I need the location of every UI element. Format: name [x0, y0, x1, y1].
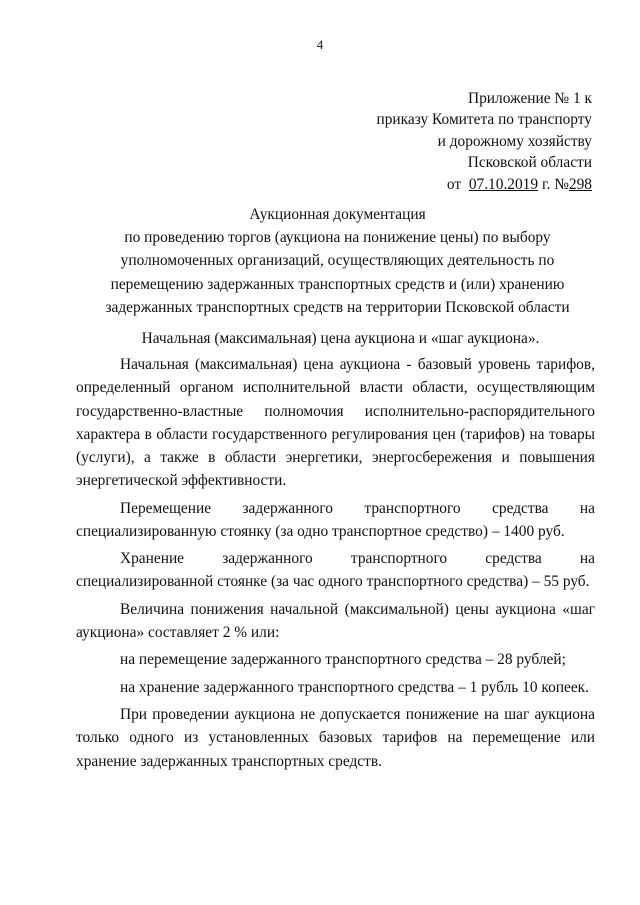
paragraph: При проведении аукциона не допускается понижение на шаг аукциона только одного из установленных базовых тарифов на перемещение или хранение задержанных транспортных средств. — [76, 706, 595, 770]
page-number: 4 — [316, 37, 324, 52]
order-number: 298 — [568, 175, 592, 193]
date-prefix: от — [446, 175, 462, 193]
appendix-line-1: Приложение № 1 к — [467, 90, 592, 107]
section-heading: Начальная (максимальная) цена аукциона и «шаг аукциона». — [141, 330, 540, 347]
date-suffix: г. № — [541, 175, 569, 193]
paragraph: Величина понижения начальной (максимальной) цены аукциона «шаг аукциона» составляет 2 % или: — [76, 600, 595, 641]
paragraph: Хранение задержанного транспортного средства на специализированной стоянке (за час одного транспортного средства) – 55 руб. — [76, 550, 595, 591]
title-line-1: Аукционная документация — [249, 206, 426, 223]
paragraph: на перемещение задержанного транспортного средства – 28 рублей; — [120, 651, 566, 669]
appendix-line-2: приказу Комитета по транспорту — [376, 111, 592, 129]
paragraph: на хранение задержанного транспортного средства – 1 рубль 10 копеек. — [120, 678, 589, 696]
appendix-line-4: Псковской области — [467, 154, 592, 172]
paragraph: Начальная (максимальная) цена аукциона - базовый уровень тарифов, определенный органом исполнительной власти области, осуществляющим государственно-властные полномочия исполнительно-распорядительного характера в области государственного регулирования цен (тарифов) на товары (услуги), а также в области энергетики, энергосбережения и повышения энергетической эффективности. — [76, 356, 595, 490]
title-line-2: по проведению торгов (аукциона на понижение цены) по выбору — [124, 229, 551, 247]
title-line-4: перемещению задержанных транспортных средств и (или) хранению — [110, 275, 565, 293]
document-body — [76, 327, 595, 777]
paragraph: Перемещение задержанного транспортного средства на специализированную стоянку (за одно транспортное средство) – 1400 руб. — [76, 499, 595, 540]
appendix-date-line — [232, 174, 592, 195]
appendix-header — [232, 88, 592, 195]
title-line-3: уполномоченных организаций, осуществляющих деятельность по — [120, 252, 555, 270]
title-line-5: задержанных транспортных средств на территории Псковской области — [105, 298, 570, 316]
document-title — [80, 203, 595, 319]
appendix-line-3: и дорожному хозяйству — [437, 132, 592, 150]
order-date: 07.10.2019 — [468, 175, 539, 193]
